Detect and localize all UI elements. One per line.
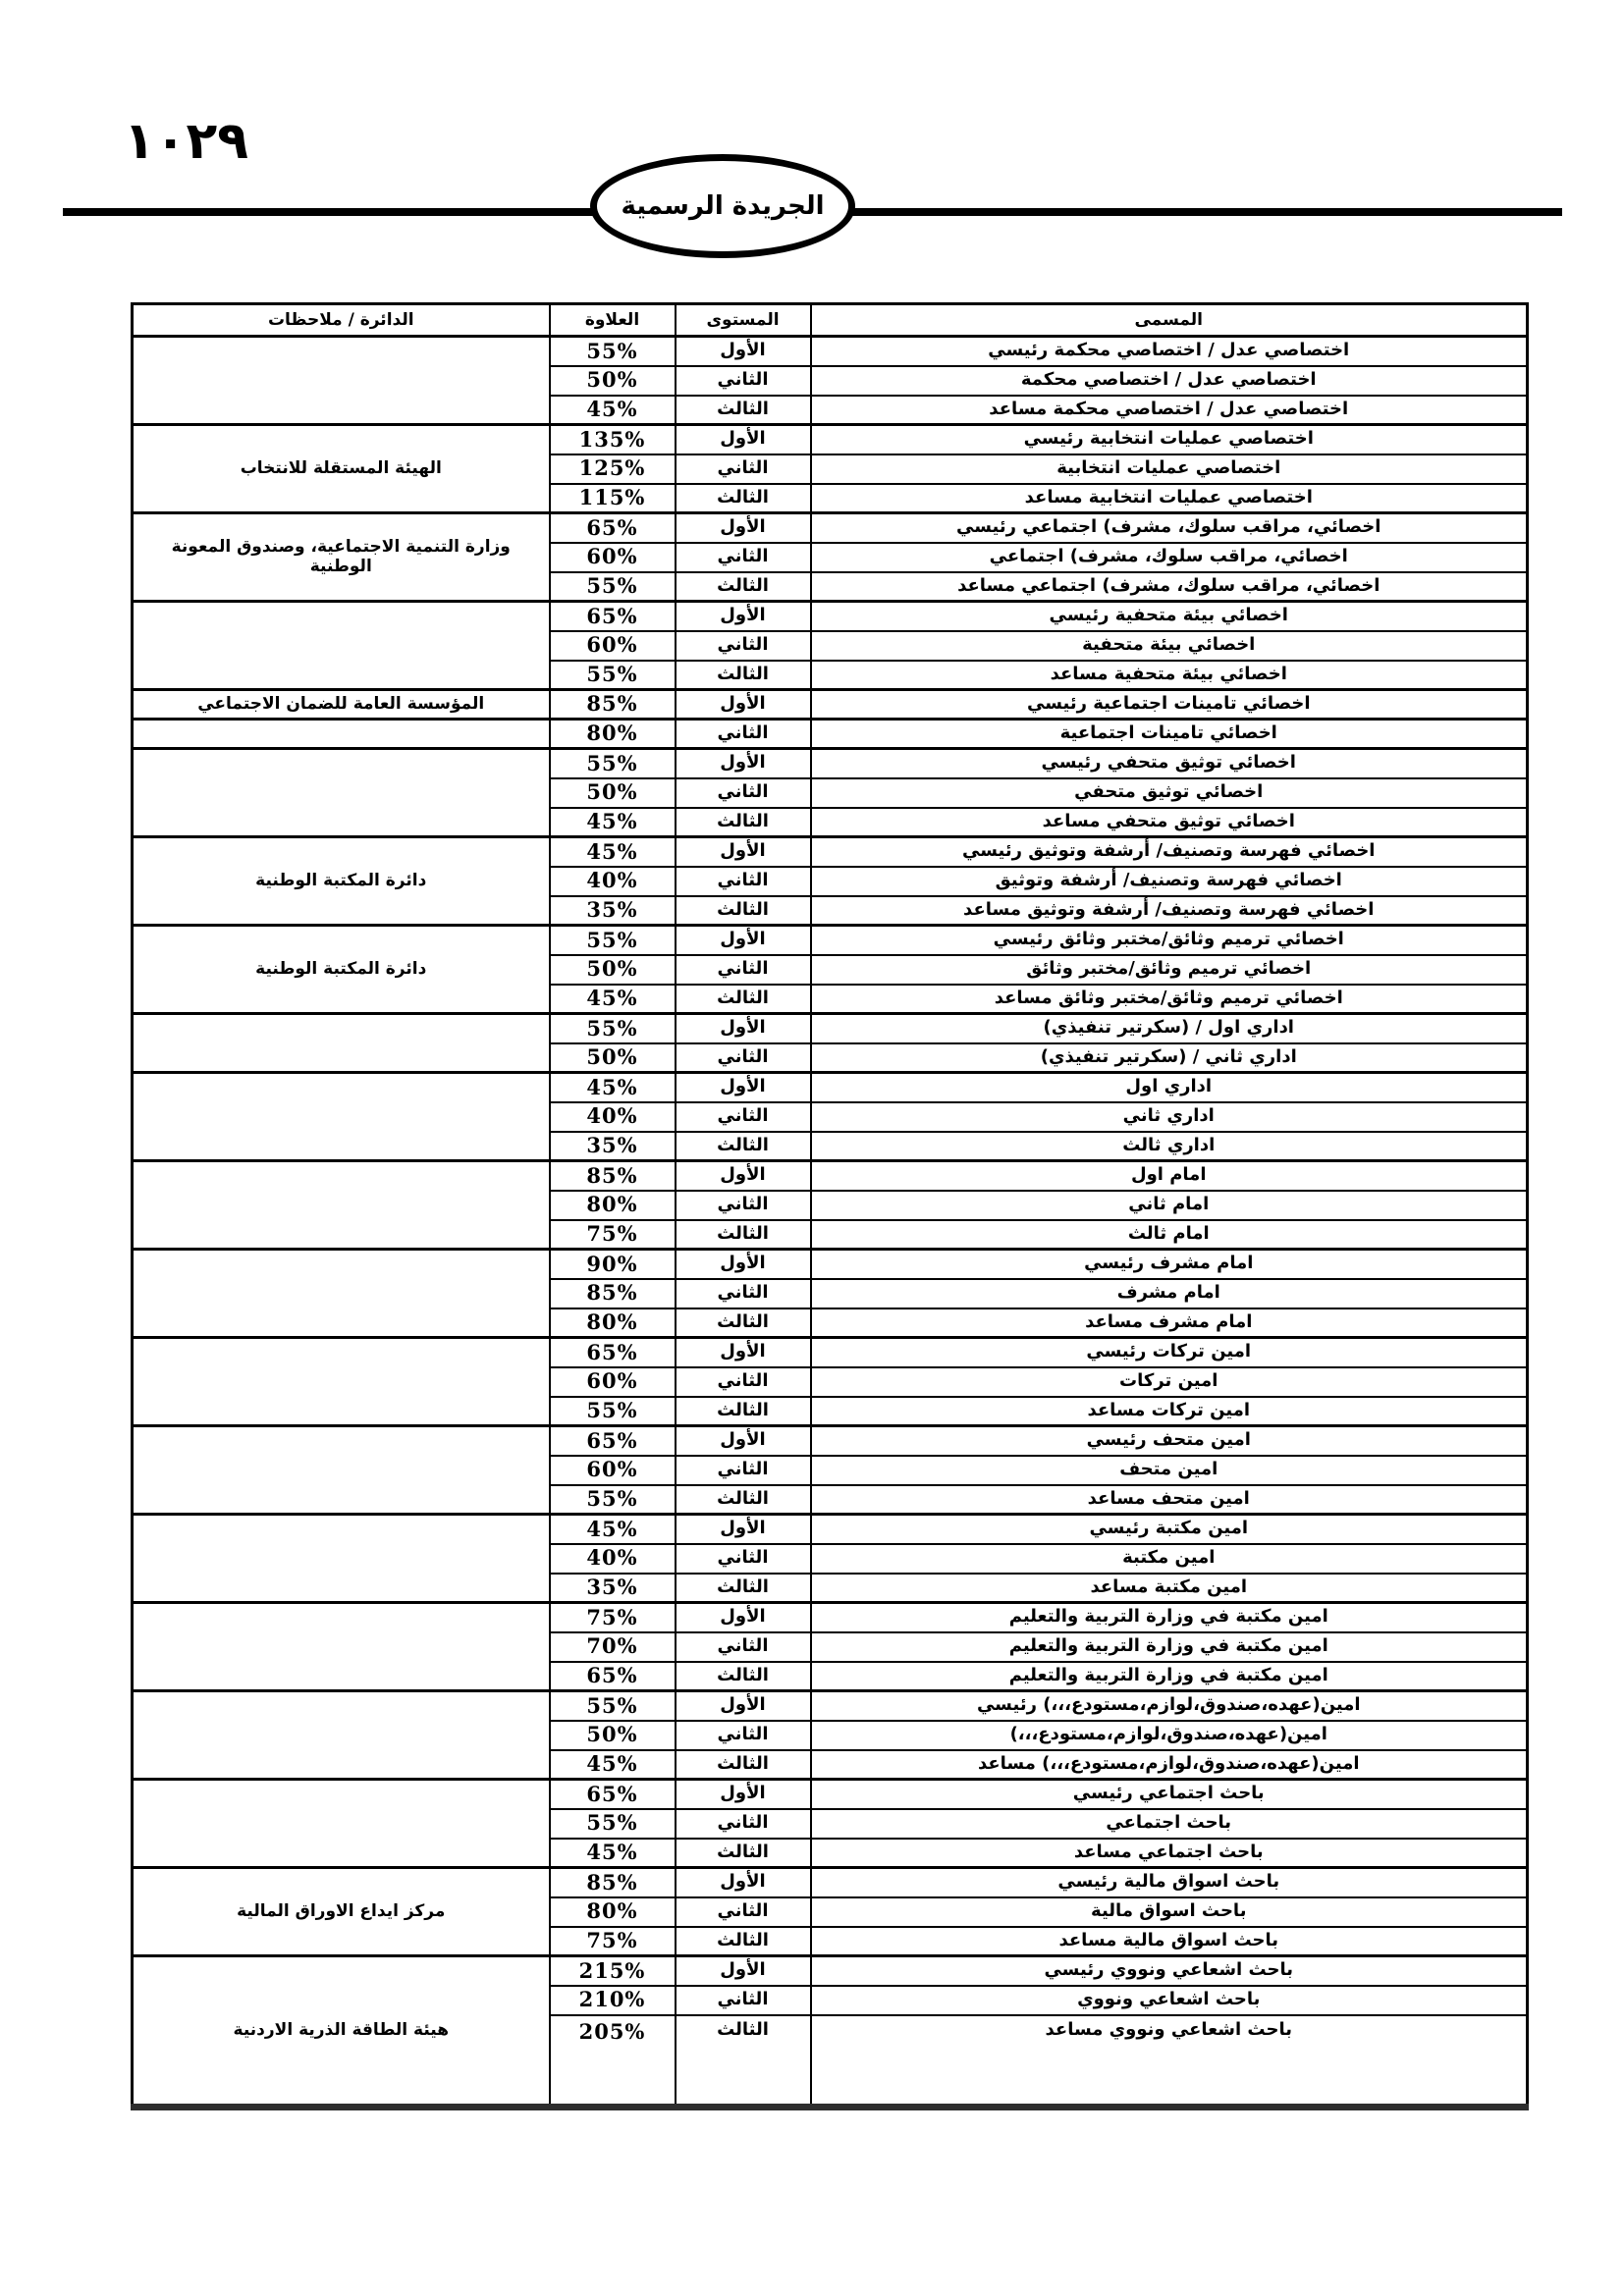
job-title-cell: باحث اشعاعي ونووي رئيسي (811, 1956, 1528, 1986)
allowance-cell: 125% (550, 454, 676, 484)
allowance-cell: 55% (550, 1014, 676, 1043)
level-cell: الثالث (676, 661, 811, 690)
allowance-cell: 65% (550, 1426, 676, 1456)
allowance-cell: 215% (550, 1956, 676, 1986)
gazette-banner-oval (590, 154, 855, 258)
job-title-cell: اختصاصي عمليات انتخابية رئيسي (811, 425, 1528, 454)
job-title-cell: امام ثاني (811, 1191, 1528, 1220)
job-title-cell: اخصائي بيئة متحفية رئيسي (811, 602, 1528, 631)
department-cell (133, 337, 550, 425)
allowance-cell: 85% (550, 1868, 676, 1897)
table-row (133, 1073, 1528, 1102)
level-cell: الثاني (676, 1367, 811, 1397)
allowance-cell: 35% (550, 1574, 676, 1603)
allowance-cell: 55% (550, 749, 676, 778)
allowance-cell: 80% (550, 1308, 676, 1338)
job-title-cell: امين(عهده،صندوق،لوازم،مستودع،،،) (811, 1721, 1528, 1750)
level-cell: الثاني (676, 1809, 811, 1839)
table-body (133, 337, 1528, 2108)
table-header-row (133, 304, 1528, 337)
job-title-cell: امين متحف مساعد (811, 1485, 1528, 1515)
level-cell: الأول (676, 1073, 811, 1102)
allowance-cell: 80% (550, 1897, 676, 1927)
department-cell (133, 1780, 550, 1868)
level-cell: الأول (676, 425, 811, 454)
job-title-cell: اداري ثاني (811, 1102, 1528, 1132)
level-cell: الأول (676, 1338, 811, 1367)
allowance-cell: 45% (550, 396, 676, 425)
department-cell: دائرة المكتبة الوطنية (133, 837, 550, 926)
job-title-cell: اخصائي ترميم وثائق/مختبر وثائق رئيسي (811, 926, 1528, 955)
job-title-cell: امين مكتبة في وزارة التربية والتعليم (811, 1603, 1528, 1632)
level-cell: الثالث (676, 396, 811, 425)
job-title-cell: اختصاصي عدل / اختصاصي محكمة مساعد (811, 396, 1528, 425)
allowance-cell: 50% (550, 1721, 676, 1750)
job-title-cell: اداري ثالث (811, 1132, 1528, 1161)
allowance-cell: 55% (550, 926, 676, 955)
job-title-cell: اداري ثاني / (سكرتير تنفيذي) (811, 1043, 1528, 1073)
table-row (133, 1780, 1528, 1809)
level-cell: الثالث (676, 1574, 811, 1603)
table-row (133, 337, 1528, 366)
allowance-cell: 55% (550, 337, 676, 366)
job-title-cell: اختصاصي عدل / اختصاصي محكمة رئيسي (811, 337, 1528, 366)
level-cell: الأول (676, 337, 811, 366)
department-cell (133, 1603, 550, 1691)
department-cell (133, 1250, 550, 1338)
allowance-cell: 65% (550, 513, 676, 543)
job-title-cell: باحث اجتماعي مساعد (811, 1839, 1528, 1868)
allowance-cell: 65% (550, 1338, 676, 1367)
department-cell (133, 1515, 550, 1603)
job-title-cell: امين تركات رئيسي (811, 1338, 1528, 1367)
level-cell: الثالث (676, 1750, 811, 1780)
level-cell: الثاني (676, 1043, 811, 1073)
job-title-cell: باحث اجتماعي رئيسي (811, 1780, 1528, 1809)
table-row (133, 1014, 1528, 1043)
level-cell: الأول (676, 1426, 811, 1456)
col-header-allowance: العلاوة (550, 304, 676, 337)
job-title-cell: اخصائي، مراقب سلوك، مشرف) اجتماعي مساعد (811, 572, 1528, 602)
job-title-cell: اخصائي بيئة متحفية مساعد (811, 661, 1528, 690)
table-row (133, 1161, 1528, 1191)
level-cell: الثالث (676, 808, 811, 837)
job-title-cell: امين تركات (811, 1367, 1528, 1397)
job-title-cell: امين مكتبة في وزارة التربية والتعليم (811, 1632, 1528, 1662)
job-title-cell: اخصائي ترميم وثائق/مختبر وثائق (811, 955, 1528, 985)
table-row (133, 602, 1528, 631)
level-cell: الثالث (676, 1308, 811, 1338)
level-cell: الثالث (676, 1220, 811, 1250)
department-cell: وزارة التنمية الاجتماعية، وصندوق المعونة الوطنية (133, 513, 550, 602)
allowance-cell: 55% (550, 1809, 676, 1839)
level-cell: الأول (676, 1603, 811, 1632)
allowance-cell: 65% (550, 1780, 676, 1809)
allowance-cell: 75% (550, 1220, 676, 1250)
job-title-cell: اخصائي، مراقب سلوك، مشرف) اجتماعي رئيسي (811, 513, 1528, 543)
level-cell: الثاني (676, 366, 811, 396)
col-header-job-title: المسمى (811, 304, 1528, 337)
col-header-level: المستوى (676, 304, 811, 337)
level-cell: الثاني (676, 1102, 811, 1132)
job-title-cell: اخصائي تامينات اجتماعية (811, 720, 1528, 749)
level-cell: الثاني (676, 1544, 811, 1574)
job-title-cell: اختصاصي عدل / اختصاصي محكمة (811, 366, 1528, 396)
table-row (133, 720, 1528, 749)
allowance-cell: 55% (550, 572, 676, 602)
job-title-cell: باحث اشعاعي ونووي (811, 1986, 1528, 2015)
job-title-cell: اخصائي فهرسة وتصنيف/ أرشفة وتوثيق مساعد (811, 896, 1528, 926)
allowance-table (131, 302, 1529, 2110)
department-cell: دائرة المكتبة الوطنية (133, 926, 550, 1014)
allowance-cell: 45% (550, 808, 676, 837)
allowance-cell: 50% (550, 1043, 676, 1073)
department-cell (133, 1691, 550, 1780)
table-row (133, 513, 1528, 543)
allowance-cell: 35% (550, 896, 676, 926)
job-title-cell: امين مكتبة (811, 1544, 1528, 1574)
level-cell: الثاني (676, 1191, 811, 1220)
level-cell: الأول (676, 1014, 811, 1043)
job-title-cell: اخصائي فهرسة وتصنيف/ أرشفة وتوثيق رئيسي (811, 837, 1528, 867)
col-header-department: الدائرة / ملاحظات (133, 304, 550, 337)
level-cell: الأول (676, 1868, 811, 1897)
level-cell: الثاني (676, 1456, 811, 1485)
gazette-banner-title: الجريدة الرسمية (621, 191, 825, 221)
level-cell: الأول (676, 513, 811, 543)
job-title-cell: اخصائي فهرسة وتصنيف/ أرشفة وتوثيق (811, 867, 1528, 896)
allowance-cell: 55% (550, 661, 676, 690)
table-row (133, 1515, 1528, 1544)
job-title-cell: اخصائي تامينات اجتماعية رئيسي (811, 690, 1528, 720)
level-cell: الثالث (676, 1839, 811, 1868)
job-title-cell: اداري اول / (سكرتير تنفيذي) (811, 1014, 1528, 1043)
department-cell (133, 602, 550, 690)
allowance-cell: 115% (550, 484, 676, 513)
level-cell: الثالث (676, 572, 811, 602)
allowance-cell: 75% (550, 1927, 676, 1956)
table-row (133, 837, 1528, 867)
job-title-cell: باحث اسواق مالية رئيسي (811, 1868, 1528, 1897)
allowance-cell: 65% (550, 602, 676, 631)
allowance-cell: 75% (550, 1603, 676, 1632)
department-cell: المؤسسة العامة للضمان الاجتماعي (133, 690, 550, 720)
allowance-cell: 60% (550, 631, 676, 661)
job-title-cell: امام اول (811, 1161, 1528, 1191)
job-title-cell: امام ثالث (811, 1220, 1528, 1250)
level-cell: الثاني (676, 720, 811, 749)
job-title-cell: باحث اسواق مالية (811, 1897, 1528, 1927)
table-row (133, 690, 1528, 720)
department-cell: هيئة الطاقة الذرية الاردنية (133, 1956, 550, 2108)
job-title-cell: اداري اول (811, 1073, 1528, 1102)
level-cell: الثاني (676, 454, 811, 484)
level-cell: الأول (676, 690, 811, 720)
allowance-cell: 85% (550, 1161, 676, 1191)
level-cell: الثاني (676, 1632, 811, 1662)
level-cell: الثالث (676, 896, 811, 926)
job-title-cell: امين متحف (811, 1456, 1528, 1485)
department-cell (133, 1073, 550, 1161)
allowance-cell: 40% (550, 867, 676, 896)
level-cell: الثاني (676, 631, 811, 661)
level-cell: الأول (676, 1161, 811, 1191)
job-title-cell: اخصائي توثيق متحفي رئيسي (811, 749, 1528, 778)
level-cell: الثاني (676, 1897, 811, 1927)
job-title-cell: اخصائي توثيق متحفي (811, 778, 1528, 808)
level-cell: الثالث (676, 484, 811, 513)
job-title-cell: امين مكتبة في وزارة التربية والتعليم (811, 1662, 1528, 1691)
department-cell (133, 1161, 550, 1250)
level-cell: الثالث (676, 1485, 811, 1515)
job-title-cell: باحث اشعاعي ونووي مساعد (811, 2015, 1528, 2108)
level-cell: الأول (676, 926, 811, 955)
table-row (133, 1338, 1528, 1367)
allowance-cell: 45% (550, 985, 676, 1014)
level-cell: الأول (676, 1515, 811, 1544)
level-cell: الثاني (676, 867, 811, 896)
department-cell (133, 720, 550, 749)
table-row (133, 1956, 1528, 1986)
level-cell: الثالث (676, 1132, 811, 1161)
allowance-cell: 45% (550, 837, 676, 867)
job-title-cell: امين(عهده،صندوق،لوازم،مستودع،،،) رئيسي (811, 1691, 1528, 1721)
job-title-cell: اختصاصي عمليات انتخابية (811, 454, 1528, 484)
job-title-cell: امين(عهده،صندوق،لوازم،مستودع،،،) مساعد (811, 1750, 1528, 1780)
allowance-cell: 40% (550, 1102, 676, 1132)
allowance-cell: 45% (550, 1073, 676, 1102)
job-title-cell: اخصائي، مراقب سلوك، مشرف) اجتماعي (811, 543, 1528, 572)
level-cell: الأول (676, 1780, 811, 1809)
allowance-cell: 210% (550, 1986, 676, 2015)
table-row (133, 749, 1528, 778)
level-cell: الثاني (676, 543, 811, 572)
level-cell: الثاني (676, 1721, 811, 1750)
level-cell: الثالث (676, 1662, 811, 1691)
job-title-cell: اختصاصي عمليات انتخابية مساعد (811, 484, 1528, 513)
allowance-cell: 55% (550, 1397, 676, 1426)
job-title-cell: امين تركات مساعد (811, 1397, 1528, 1426)
allowance-cell: 45% (550, 1839, 676, 1868)
allowance-cell: 55% (550, 1691, 676, 1721)
allowance-cell: 60% (550, 1367, 676, 1397)
allowance-cell: 80% (550, 1191, 676, 1220)
department-cell (133, 1426, 550, 1515)
department-cell: مركز ايداع الاوراق المالية (133, 1868, 550, 1956)
job-title-cell: باحث اسواق مالية مساعد (811, 1927, 1528, 1956)
allowance-cell: 70% (550, 1632, 676, 1662)
allowance-cell: 55% (550, 1485, 676, 1515)
level-cell: الثالث (676, 1397, 811, 1426)
table-header (133, 304, 1528, 337)
level-cell: الأول (676, 837, 811, 867)
allowance-cell: 45% (550, 1515, 676, 1544)
level-cell: الأول (676, 1691, 811, 1721)
level-cell: الأول (676, 1250, 811, 1279)
job-title-cell: اخصائي توثيق متحفي مساعد (811, 808, 1528, 837)
allowance-cell: 135% (550, 425, 676, 454)
level-cell: الأول (676, 749, 811, 778)
department-cell (133, 1338, 550, 1426)
allowance-cell: 35% (550, 1132, 676, 1161)
allowance-cell: 45% (550, 1750, 676, 1780)
level-cell: الثاني (676, 1279, 811, 1308)
allowance-cell: 50% (550, 366, 676, 396)
job-title-cell: امام مشرف رئيسي (811, 1250, 1528, 1279)
level-cell: الأول (676, 602, 811, 631)
table-row (133, 1603, 1528, 1632)
table-row (133, 926, 1528, 955)
allowance-cell: 205% (550, 2015, 676, 2108)
level-cell: الثاني (676, 955, 811, 985)
job-title-cell: امام مشرف مساعد (811, 1308, 1528, 1338)
table-row (133, 1868, 1528, 1897)
allowance-cell: 85% (550, 1279, 676, 1308)
level-cell: الثاني (676, 1986, 811, 2015)
allowance-cell: 60% (550, 543, 676, 572)
allowance-cell: 40% (550, 1544, 676, 1574)
job-title-cell: باحث اجتماعي (811, 1809, 1528, 1839)
table-row (133, 425, 1528, 454)
job-title-cell: اخصائي بيئة متحفية (811, 631, 1528, 661)
department-cell (133, 749, 550, 837)
allowance-cell: 50% (550, 778, 676, 808)
department-cell (133, 1014, 550, 1073)
level-cell: الثالث (676, 2015, 811, 2108)
job-title-cell: اخصائي ترميم وثائق/مختبر وثائق مساعد (811, 985, 1528, 1014)
job-title-cell: امين مكتبة رئيسي (811, 1515, 1528, 1544)
level-cell: الثالث (676, 985, 811, 1014)
allowance-cell: 60% (550, 1456, 676, 1485)
page-number: ١٠٢٩ (124, 112, 248, 171)
department-cell: الهيئة المستقلة للانتخاب (133, 425, 550, 513)
level-cell: الثاني (676, 778, 811, 808)
allowance-cell: 85% (550, 690, 676, 720)
allowance-cell: 65% (550, 1662, 676, 1691)
job-title-cell: امين مكتبة مساعد (811, 1574, 1528, 1603)
table-row (133, 1250, 1528, 1279)
allowance-cell: 50% (550, 955, 676, 985)
table-row (133, 1426, 1528, 1456)
allowance-cell: 80% (550, 720, 676, 749)
level-cell: الأول (676, 1956, 811, 1986)
level-cell: الثالث (676, 1927, 811, 1956)
job-title-cell: امام مشرف (811, 1279, 1528, 1308)
table-row (133, 1691, 1528, 1721)
job-title-cell: امين متحف رئيسي (811, 1426, 1528, 1456)
allowance-cell: 90% (550, 1250, 676, 1279)
